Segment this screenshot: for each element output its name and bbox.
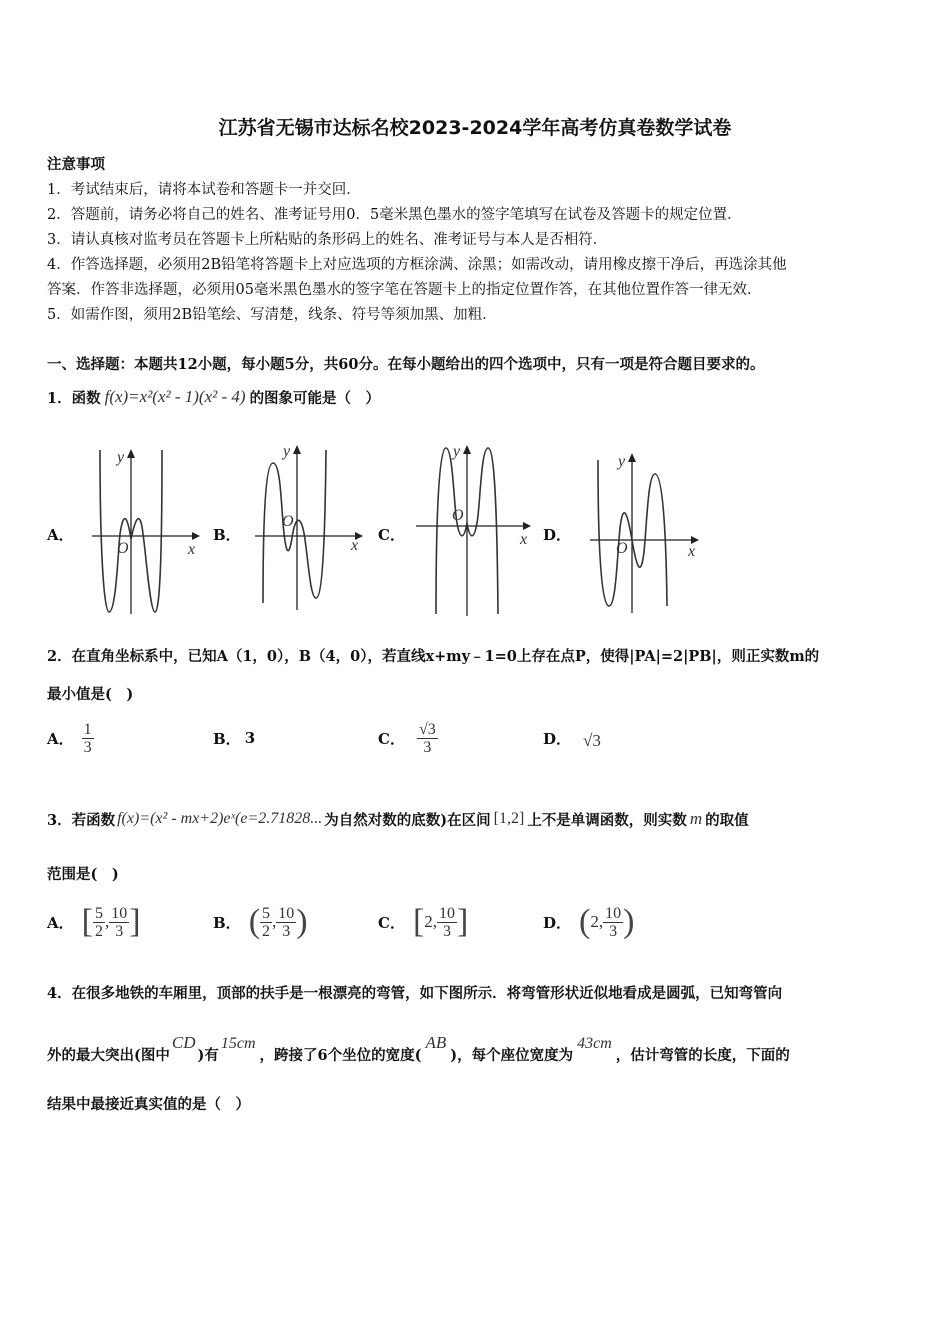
bracket-close: ) bbox=[296, 903, 308, 940]
fraction-num: 10 bbox=[278, 904, 295, 922]
q4-line1: 4．在很多地铁的车厢里，顶部的扶手是一根漂亮的弯管，如下图所示．将弯管形状近似地看成是圆弧，已知弯管向 bbox=[47, 985, 783, 1002]
bracket-open: [ bbox=[412, 903, 425, 940]
q1-option-d-label: D． bbox=[543, 526, 572, 544]
fraction-num: 10 bbox=[605, 904, 622, 922]
q4-ab: AB bbox=[425, 1033, 447, 1052]
fraction-den: 3 bbox=[282, 922, 291, 940]
q1-formula: f(x)=x²(x² - 1)(x² - 4) bbox=[104, 387, 246, 406]
origin-label: O bbox=[452, 507, 464, 524]
q2-option-d-value: √3 bbox=[583, 731, 601, 750]
q3-option-c: C． [ 2 , $\frac{10}{3}$ ] bbox=[378, 903, 469, 940]
note-item: 2．答题前，请务必将自己的姓名、准考证号用0．5毫米黑色墨水的签字笔填写在试卷及答题卡的规定位置． bbox=[47, 207, 742, 223]
q4-line3: 结果中最接近真实值的是（ ） bbox=[47, 1096, 250, 1113]
q3-line2: 范围是( ) bbox=[47, 866, 119, 883]
fraction bbox=[82, 721, 94, 756]
bracket-close: ) bbox=[623, 903, 635, 940]
note-item: 1．考试结束后，请将本试卷和答题卡一并交回． bbox=[47, 182, 361, 198]
q2-option-a-label: A． bbox=[47, 729, 74, 748]
fraction-den: 3 bbox=[443, 922, 452, 940]
fraction-num: √3 bbox=[418, 720, 436, 738]
note-item: 5．如需作图，须用2B铅笔绘、写清楚，线条、符号等须加黑、加粗． bbox=[47, 307, 497, 323]
interval-start: 2 bbox=[590, 912, 599, 931]
fraction-num: 5 bbox=[94, 904, 103, 922]
q4-text: 外的最大突出(图中 bbox=[47, 1047, 170, 1064]
axis-x-label: x bbox=[688, 543, 696, 560]
axis-x-label: x bbox=[188, 541, 196, 558]
q3-formula: f(x)=(x² - mx+2)eˣ(e=2.71828... bbox=[117, 810, 323, 827]
q2-line1: 2．在直角坐标系中，已知A（1，0），B（4，0），若直线x+my﹣1=0上存在点P，使得|PA|=2|PB|，则正实数m的 bbox=[47, 648, 820, 665]
interval-start: 2 bbox=[424, 912, 433, 931]
q3-option-a-label: A． bbox=[47, 913, 74, 932]
q4-text: )，每个座位宽度为 bbox=[450, 1047, 574, 1064]
q2-option-d bbox=[543, 716, 601, 760]
axis-x-label: x bbox=[520, 531, 528, 548]
note-item: 3．请认真核对监考员在答题卡上所粘贴的条形码上的姓名、准考证号与本人是否相符． bbox=[47, 232, 608, 248]
notes-heading: 注意事项 bbox=[47, 156, 105, 173]
q3-mid2: 上不是单调函数，则实数 bbox=[527, 811, 687, 829]
q3-option-c-label: C． bbox=[378, 913, 405, 932]
q3-interval: [1,2] bbox=[493, 810, 525, 827]
fraction-den: 3 bbox=[609, 922, 618, 940]
q4-text: ，跨接了6个坐位的宽度( bbox=[259, 1047, 422, 1064]
q2-option-b-label: B． bbox=[213, 729, 241, 748]
axis-y-label: y bbox=[618, 453, 626, 470]
q2-option-b bbox=[213, 716, 255, 760]
axis-x-label: x bbox=[351, 537, 359, 554]
question-3 bbox=[47, 802, 749, 836]
bracket-open: ( bbox=[248, 903, 261, 940]
fraction-den: 2 bbox=[94, 922, 103, 940]
note-item: 4．作答选择题，必须用2B铅笔将答题卡上对应选项的方框涂满、涂黑；如需改动，请用橡皮擦干净后，再选涂其他 bbox=[47, 257, 787, 273]
question-1 bbox=[47, 380, 380, 414]
fraction-den: 3 bbox=[115, 922, 124, 940]
q4-len2: 43cm bbox=[577, 1035, 612, 1052]
q3-option-b-label: B． bbox=[213, 913, 241, 932]
q4-text: )有 bbox=[197, 1047, 219, 1064]
note-item: 答案．作答非选择题，必须用05毫米黑色墨水的签字笔在答题卡上的指定位置作答，在其他位置作答一律无效． bbox=[47, 282, 762, 298]
fraction bbox=[437, 905, 457, 940]
axis-y-label: y bbox=[453, 443, 461, 460]
bracket-open: ( bbox=[579, 903, 591, 940]
fraction-num: 10 bbox=[111, 904, 128, 922]
fraction bbox=[417, 721, 438, 756]
origin-label: O bbox=[282, 513, 294, 530]
q1-graph-b bbox=[255, 438, 367, 613]
q2-option-a bbox=[47, 716, 94, 760]
page-title: 江苏省无锡市达标名校2023-2024学年高考仿真卷数学试卷 bbox=[218, 117, 732, 139]
q3-prefix: 3．若函数 bbox=[47, 811, 116, 829]
bracket-close: ] bbox=[457, 903, 469, 940]
q3-var: m bbox=[689, 809, 703, 828]
q1-option-b-label: B． bbox=[213, 526, 241, 544]
fraction bbox=[260, 905, 272, 940]
bracket-open: [ bbox=[81, 903, 93, 940]
q4-line2 bbox=[47, 1025, 790, 1065]
q1-prefix: 1．函数 bbox=[47, 389, 101, 407]
q3-option-d: D． ( 2 , $\frac{10}{3}$ ) bbox=[543, 903, 635, 940]
q3-option-a: A． [ $\frac{5}{2}$ , $\frac{10}{3}$ ] bbox=[47, 903, 141, 940]
q3-option-b: B． ( $\frac{5}{2}$ , $\frac{10}{3}$ ) bbox=[213, 903, 308, 940]
q1-option-c-label: C． bbox=[378, 526, 405, 544]
fraction-num: 5 bbox=[262, 904, 271, 922]
axis-y-label: y bbox=[283, 443, 291, 460]
q2-option-d-label: D． bbox=[543, 729, 572, 748]
q1-graph-a bbox=[92, 442, 204, 617]
origin-label: O bbox=[117, 540, 129, 557]
bracket-close: ] bbox=[129, 903, 141, 940]
q2-line2: 最小值是( ) bbox=[47, 686, 134, 703]
fraction-num: 10 bbox=[439, 904, 456, 922]
origin-label: O bbox=[616, 540, 628, 557]
q1-option-a-label: A． bbox=[47, 526, 74, 544]
fraction-den: 3 bbox=[83, 738, 92, 756]
q2-option-c-label: C． bbox=[378, 729, 405, 748]
axis-y-label: y bbox=[117, 449, 125, 466]
fraction-num: 1 bbox=[83, 720, 92, 738]
q3-mid: 为自然对数的底数)在区间 bbox=[324, 811, 491, 829]
fraction-den: 3 bbox=[423, 738, 432, 756]
q4-len1: 15cm bbox=[220, 1035, 256, 1052]
fraction bbox=[603, 905, 623, 940]
q2-option-b-value: 3 bbox=[244, 729, 256, 747]
q2-option-c bbox=[378, 716, 438, 760]
q1-graph-c bbox=[416, 438, 536, 618]
q4-cd: CD bbox=[171, 1033, 196, 1052]
q3-suffix: 的取值 bbox=[705, 811, 749, 829]
q1-suffix: 的图象可能是（ ） bbox=[249, 389, 381, 407]
fraction bbox=[93, 905, 105, 940]
q4-text: ，估计弯管的长度，下面的 bbox=[615, 1047, 790, 1064]
q3-option-d-label: D． bbox=[543, 913, 572, 932]
fraction-den: 2 bbox=[262, 922, 271, 940]
section-heading: 一、选择题：本题共12小题，每小题5分，共60分。在每小题给出的四个选项中，只有一项是符合题目要求的。 bbox=[47, 356, 765, 373]
q1-graph-d bbox=[590, 448, 705, 618]
fraction bbox=[109, 905, 129, 940]
fraction bbox=[276, 905, 296, 940]
